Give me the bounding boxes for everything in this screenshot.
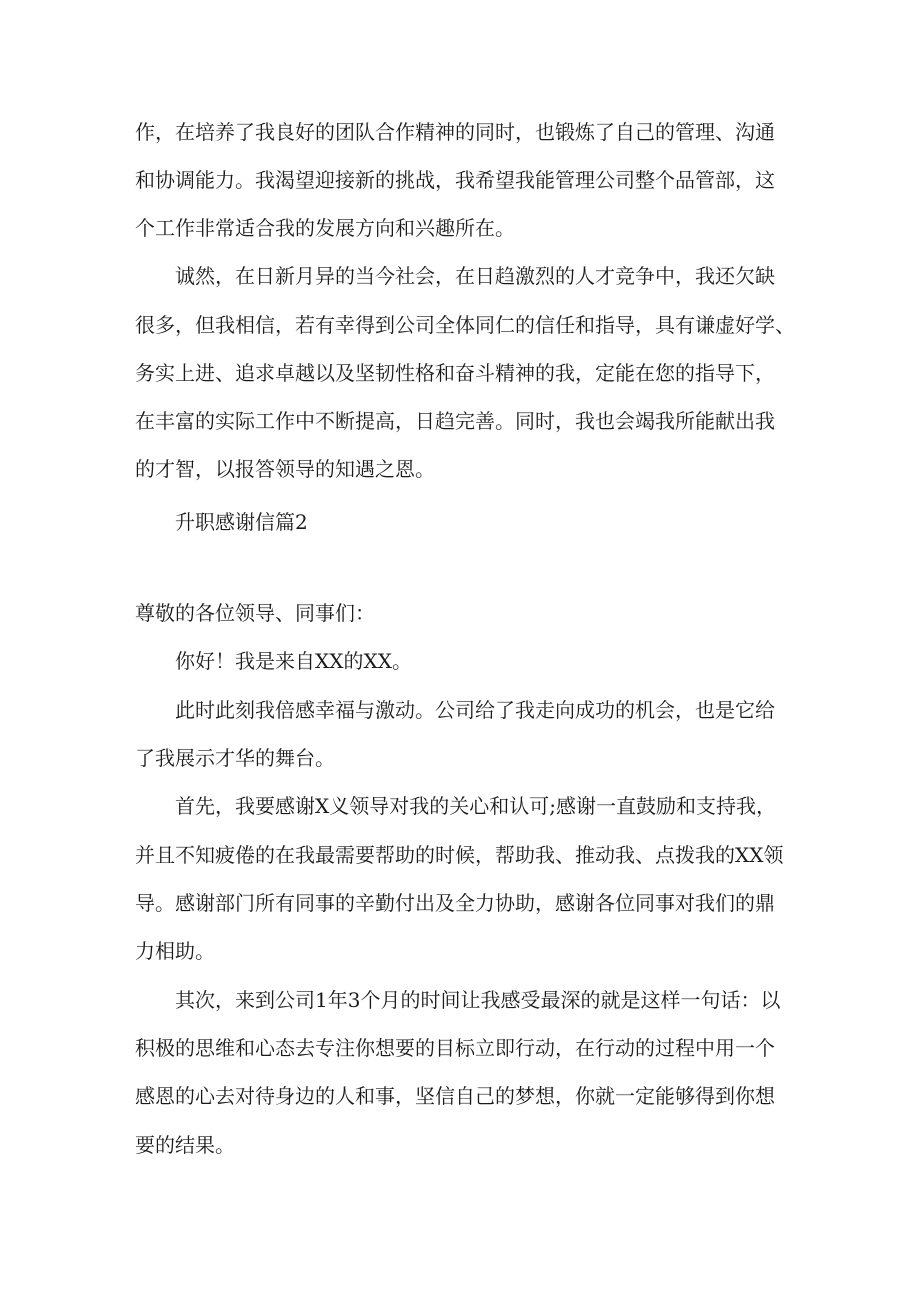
text-line: 首先，我要感谢X义领导对我的关心和认可;感谢一直鼓励和支持我， — [175, 794, 776, 818]
text-line: 感恩的心去对待身边的人和事，坚信自己的梦想，你就一定能够得到你想 — [135, 1084, 775, 1108]
text-line: 诚然，在日新月异的当今社会，在日趋激烈的人才竞争中，我还欠缺 — [175, 264, 775, 288]
text-line: 你好！我是来自XX的XX。 — [175, 649, 412, 673]
text-line: 个工作非常适合我的发展方向和兴趣所在。 — [135, 216, 515, 240]
text-line: 很多，但我相信，若有幸得到公司全体同仁的信任和指导，具有谦虚好学、 — [135, 313, 795, 337]
text-line: 作，在培养了我良好的团队合作精神的同时，也锻炼了自己的管理、沟通 — [135, 120, 775, 144]
text-line: 导。感谢部门所有同事的辛勤付出及全力协助，感谢各位同事对我们的鼎 — [135, 891, 775, 915]
text-line: 力相助。 — [135, 939, 215, 963]
text-line: 并且不知疲倦的在我最需要帮助的时候，帮助我、推动我、点拨我的XX领 — [135, 843, 784, 867]
text-line: 和协调能力。我渴望迎接新的挑战，我希望我能管理公司整个品管部，这 — [135, 168, 775, 192]
text-line: 务实上进、追求卓越以及坚韧性格和奋斗精神的我，定能在您的指导下， — [135, 361, 775, 385]
text-line: 此时此刻我倍感幸福与激动。公司给了我走向成功的机会，也是它给 — [175, 698, 775, 722]
salutation: 尊敬的各位领导、同事们： — [135, 601, 375, 625]
text-line: 其次，来到公司1年3个月的时间让我感受最深的就是这样一句话：以 — [175, 988, 781, 1012]
text-line: 要的结果。 — [135, 1133, 235, 1157]
text-line: 积极的思维和心态去专注你想要的目标立即行动，在行动的过程中用一个 — [135, 1036, 775, 1060]
text-line: 了我展示才华的舞台。 — [135, 746, 335, 770]
text-line: 在丰富的实际工作中不断提高，日趋完善。同时，我也会竭我所能献出我 — [135, 409, 775, 433]
text-line: 的才智，以报答领导的知遇之恩。 — [135, 457, 435, 481]
section-heading: 升职感谢信篇2 — [175, 510, 308, 534]
